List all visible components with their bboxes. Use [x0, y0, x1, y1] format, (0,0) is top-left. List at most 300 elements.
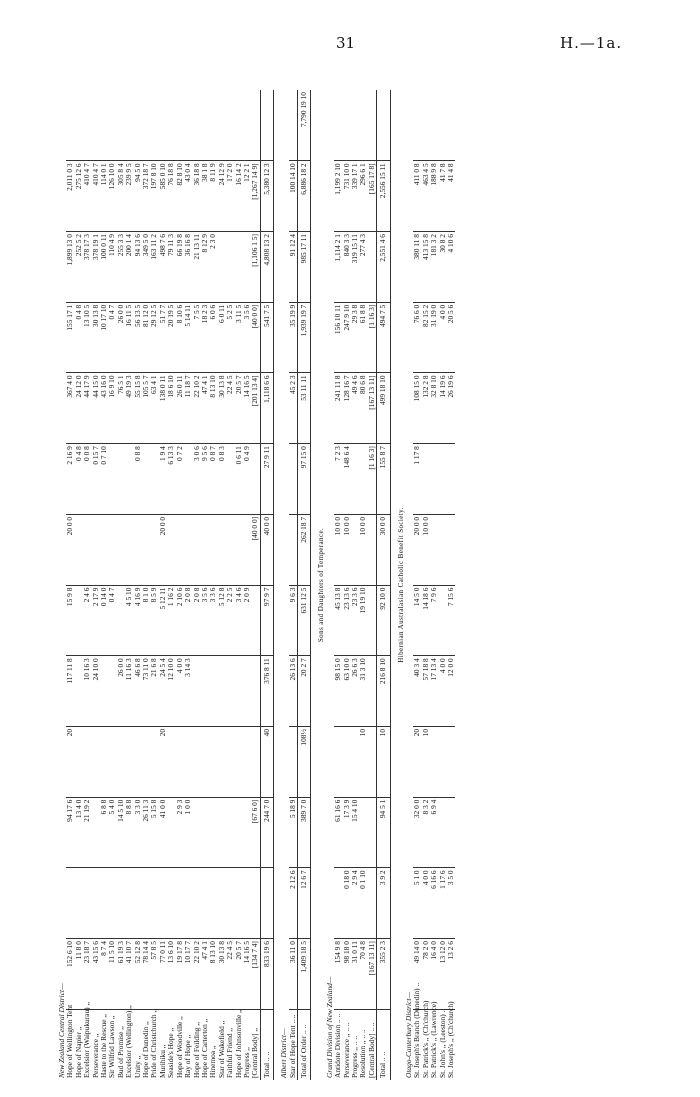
row-cell: 10 [422, 726, 430, 797]
row-cell: 148 6 4 [343, 444, 351, 515]
row-cell: 4,808 13 2 [260, 232, 273, 303]
row-cell: 22 10 2 [193, 373, 201, 444]
row-cell [209, 797, 217, 868]
row-cell [413, 90, 421, 161]
row-cell [218, 656, 226, 727]
row-cell: [67 6 0] [251, 797, 260, 868]
row-cell [75, 868, 83, 939]
row-cell: 319 15 11 [351, 232, 359, 303]
row-cell: 17 2 0 [226, 161, 234, 232]
row-cell: 41 4 8 [447, 161, 455, 232]
row-cell [150, 726, 158, 797]
row-cell: 376 8 11 [260, 656, 273, 727]
row-cell: 56 13 5 [134, 302, 142, 373]
row-cell: 16 14 2 [235, 161, 243, 232]
row-cell [422, 444, 430, 515]
row-label: St. John's ,, (Leeston) .. [437, 1008, 447, 1078]
table-row [289, 90, 298, 1080]
row-cell: 49 14 0 [413, 939, 421, 1010]
row-cell [117, 90, 125, 161]
row-cell: 3 4 6 [235, 585, 243, 656]
row-cell: 339 17 1 [351, 161, 359, 232]
row-cell: 44 15 0 [92, 373, 100, 444]
row-cell: 11 8 0 [75, 939, 83, 1010]
row-cell [193, 797, 201, 868]
row-cell: 52 12 8 [134, 939, 142, 1010]
row-cell [108, 444, 116, 515]
row-cell: 16 11 5 [125, 302, 133, 373]
section-title [317, 90, 325, 1080]
row-label: Haste to the Rescue ,, [99, 1013, 109, 1078]
row-cell: 26 0 0 [117, 656, 125, 727]
row-cell: 11 5 10 [108, 939, 116, 1010]
row-cell: [167 13 11] [368, 373, 377, 444]
row-cell [125, 726, 133, 797]
row-cell: 13 10 5 [83, 302, 91, 373]
row-label: Faithful Friend ,, [225, 1027, 235, 1078]
row-cell: 241 11 8 [334, 373, 342, 444]
row-cell: 8 11 9 [209, 161, 217, 232]
row-cell: 82 8 10 [176, 161, 184, 232]
row-cell: 117 11 8 [66, 656, 74, 727]
row-cell: 2 12 6 [289, 868, 298, 939]
row-cell: 110 4 9 [108, 232, 116, 303]
row-cell [251, 444, 260, 515]
row-cell: 32 0 0 [413, 797, 421, 868]
document-reference: H.—1a. [560, 34, 623, 52]
row-cell: 8 13 10 [209, 373, 217, 444]
row-cell [218, 232, 226, 303]
row-cell: 10 0 0 [422, 514, 430, 585]
row-cell [193, 868, 201, 939]
row-cell: 305 8 4 [117, 161, 125, 232]
row-cell [289, 726, 298, 797]
row-cell [447, 444, 455, 515]
row-cell [108, 514, 116, 585]
row-cell [430, 90, 438, 161]
row-cell [226, 868, 234, 939]
row-cell: 45 2 3 [289, 373, 298, 444]
row-cell: 55 15 8 [134, 373, 142, 444]
row-cell [100, 868, 108, 939]
row-cell [447, 514, 455, 585]
row-cell [343, 90, 351, 161]
row-cell: 16 9 10 [108, 373, 116, 444]
row-cell [193, 656, 201, 727]
row-cell [193, 726, 201, 797]
row-cell: 5 12 11 [159, 585, 167, 656]
row-cell: 3 3 6 [209, 585, 217, 656]
row-cell: 16 4 0 [430, 939, 438, 1010]
row-cell: 5 1 0 [413, 868, 421, 939]
row-cell: 80 6 8 [359, 373, 367, 444]
row-label: Sir Wilfrid Lawson ,, [107, 1015, 117, 1078]
row-cell: 380 11 8 [413, 232, 421, 303]
row-cell: 44 17 9 [83, 373, 91, 444]
row-cell [134, 726, 142, 797]
row-cell [117, 514, 125, 585]
row-cell: 3 5 6 [201, 585, 209, 656]
row-label: Progress ,, [241, 1047, 251, 1078]
row-cell: 36 11 0 [289, 939, 298, 1010]
row-cell: 57 8 5 [150, 939, 158, 1010]
row-cell: 0 14 0 [100, 585, 108, 656]
row-cell: 1 0 0 [184, 797, 192, 868]
row-cell: 31 3 10 [359, 656, 367, 727]
row-cell: 26 0 0 [117, 302, 125, 373]
row-cell: [1,106 1 5] [251, 232, 260, 303]
row-cell: 378 17 3 [83, 232, 91, 303]
row-cell: 73 11 0 [142, 656, 150, 727]
row-cell: 2 10 6 [176, 585, 184, 656]
section-title-text: New Zealand Central District— [57, 983, 66, 1078]
row-cell [226, 90, 234, 161]
row-cell: 24 10 0 [92, 656, 100, 727]
section-title-text: Hibernian Australasian Catholic Benefit Society. [396, 507, 405, 663]
row-cell: [40 0 0] [251, 514, 260, 585]
row-cell: 2 4 6 [83, 585, 91, 656]
row-cell: 9 5 6 [201, 444, 209, 515]
row-cell: 20 5 7 [235, 373, 243, 444]
row-cell: 1 17 8 [413, 444, 421, 515]
row-cell [83, 90, 91, 161]
row-cell: 4 10 6 [447, 232, 455, 303]
row-cell: 51 7 7 [159, 302, 167, 373]
row-cell: 76 18 8 [167, 161, 175, 232]
row-cell: 23 3 6 [351, 585, 359, 656]
row-label: Hope of Carterton ,, [199, 1018, 209, 1078]
row-cell [260, 868, 273, 939]
row-cell: 2 0 8 [184, 585, 192, 656]
row-cell [142, 514, 150, 585]
row-cell: 8 1 0 [142, 585, 150, 656]
row-cell: 40 [260, 726, 273, 797]
row-cell: 41 10 7 [125, 939, 133, 1010]
row-cell: 98 15 0 [334, 656, 342, 727]
row-cell [184, 514, 192, 585]
row-label: Star of Hope Tent .. .. [287, 1014, 297, 1078]
row-cell [235, 797, 243, 868]
row-cell: 2 17 9 [92, 585, 100, 656]
row-cell [447, 726, 455, 797]
row-cell: 0 8 3 [218, 444, 226, 515]
row-cell: 21 13 11 [193, 232, 201, 303]
row-cell [251, 90, 260, 161]
row-cell [334, 90, 342, 161]
row-cell: 731 10 0 [343, 161, 351, 232]
row-cell: 20 [159, 726, 167, 797]
row-cell: 6 8 8 [100, 797, 108, 868]
row-cell [201, 797, 209, 868]
row-cell: 8 8 8 [125, 797, 133, 868]
section-title-text: Sons and Daughters of Temperance. [317, 527, 326, 643]
row-cell [201, 656, 209, 727]
row-cell [218, 90, 226, 161]
row-cell: 17 13 4 [430, 656, 438, 727]
row-cell: 1,939 19 7 [297, 302, 310, 373]
row-cell [75, 90, 83, 161]
row-cell: 378 19 1 [92, 232, 100, 303]
row-cell: 0 4 7 [108, 585, 116, 656]
row-cell [243, 868, 251, 939]
row-cell: 8 13 10 [209, 939, 217, 1010]
row-cell: 355 2 3 [377, 939, 390, 1010]
row-cell: 26 0 11 [176, 373, 184, 444]
row-cell: 10 [377, 726, 390, 797]
row-cell: 12 6 7 [297, 868, 310, 939]
row-cell: 2,556 15 11 [377, 161, 390, 232]
row-cell: 5 14 11 [184, 302, 192, 373]
row-cell [100, 656, 108, 727]
row-label: [Central Body] .. .. [366, 1022, 376, 1078]
row-cell: 12 2 1 [243, 161, 251, 232]
rotated-table-region [58, 90, 622, 1080]
row-cell: 30 13 8 [218, 373, 226, 444]
row-cell: 22 4 5 [226, 373, 234, 444]
row-cell [92, 90, 100, 161]
row-cell: 12 10 0 [167, 656, 175, 727]
row-cell [235, 514, 243, 585]
row-cell: 49 19 3 [125, 373, 133, 444]
row-cell [439, 90, 447, 161]
row-cell: 5 12 8 [218, 585, 226, 656]
row-cell: 14 5 0 [413, 585, 421, 656]
row-cell [343, 726, 351, 797]
row-cell [430, 514, 438, 585]
row-cell: 200 1 4 [125, 232, 133, 303]
row-cell: 36 16 8 [184, 232, 192, 303]
row-cell: 61 8 8 [359, 302, 367, 373]
row-cell: 14 5 10 [117, 797, 125, 868]
row-cell: 494 7 5 [377, 302, 390, 373]
row-cell: 3 3 0 [134, 797, 142, 868]
row-cell [251, 868, 260, 939]
row-cell [167, 90, 175, 161]
row-cell [368, 726, 377, 797]
row-cell [92, 726, 100, 797]
row-cell: 463 4 5 [422, 161, 430, 232]
section-title [397, 90, 405, 1080]
row-cell: 138 0 11 [159, 373, 167, 444]
row-cell [351, 726, 359, 797]
row-cell [209, 726, 217, 797]
row-cell: 20 5 7 [235, 939, 243, 1010]
row-cell: 92 10 0 [377, 585, 390, 656]
table-row [209, 90, 217, 1080]
row-cell: 2 0 9 [243, 585, 251, 656]
row-label: Pride of Christchurch ,, [149, 1008, 159, 1078]
row-cell: 20 5 6 [447, 302, 455, 373]
row-cell [108, 868, 116, 939]
row-cell [209, 656, 217, 727]
row-cell: 41 0 0 [159, 797, 167, 868]
row-cell [150, 868, 158, 939]
row-cell: 97 9 7 [260, 585, 273, 656]
row-cell: 7 2 3 [334, 444, 342, 515]
row-cell: 1 9 4 [159, 444, 167, 515]
row-label: Excelsior (Wellington) ,, [124, 1005, 134, 1078]
row-cell [125, 514, 133, 585]
row-cell: [201 13 4] [251, 373, 260, 444]
row-cell: 20 0 0 [159, 514, 167, 585]
row-cell: 5,380 12 3 [260, 161, 273, 232]
row-cell: [1,267 14 9] [251, 161, 260, 232]
row-cell: 108 15 0 [413, 373, 421, 444]
row-cell [218, 514, 226, 585]
row-cell [117, 868, 125, 939]
row-cell: 20 0 0 [66, 514, 74, 585]
row-cell: 46 6 8 [134, 656, 142, 727]
row-cell: 82 15 2 [422, 302, 430, 373]
row-cell: 1 16 2 [167, 585, 175, 656]
row-cell [218, 726, 226, 797]
row-cell: 4 0 0 [176, 656, 184, 727]
row-cell: 155 17 1 [66, 302, 74, 373]
row-cell: 27 9 11 [260, 444, 273, 515]
row-cell [439, 726, 447, 797]
row-cell: 1,199 2 10 [334, 161, 342, 232]
row-cell: 372 18 7 [142, 161, 150, 232]
row-cell: 1,409 18 5 [297, 939, 310, 1010]
row-cell: 19 19 10 [359, 585, 367, 656]
row-cell [176, 90, 184, 161]
row-cell: 77 0 11 [159, 939, 167, 1010]
row-cell [447, 797, 455, 868]
row-label: Hope of Johnsonville ,, [233, 1009, 243, 1078]
row-cell [447, 90, 455, 161]
row-cell [150, 90, 158, 161]
row-cell: 61 16 6 [334, 797, 342, 868]
row-cell: 30 13 8 [92, 302, 100, 373]
row-cell [243, 656, 251, 727]
row-cell: 21 19 2 [83, 797, 91, 868]
row-label: Total .. .. [260, 1009, 273, 1080]
row-label: Resolution ,, .. .. [358, 1029, 368, 1078]
row-label: Star of Wakefield ,, [216, 1020, 226, 1078]
row-cell [83, 514, 91, 585]
row-label: Antidote Division .. .. [333, 1013, 343, 1078]
row-cell [75, 726, 83, 797]
row-cell: 0 4 8 [75, 302, 83, 373]
row-cell [430, 726, 438, 797]
row-cell: 30 8 2 [439, 232, 447, 303]
row-cell: 38 1 8 [201, 161, 209, 232]
row-label: Perseverance ,, [90, 1033, 100, 1078]
row-cell: 2 9 4 [351, 868, 359, 939]
row-cell: 6,886 18 2 [297, 161, 310, 232]
page-number: 31 [336, 34, 356, 52]
row-label: Hope of Wellington Tent [65, 1004, 75, 1078]
row-cell: 5 2 5 [226, 302, 234, 373]
row-cell [377, 90, 390, 161]
row-cell: 6 13 3 [167, 444, 175, 515]
row-cell: 43 0 4 [184, 161, 192, 232]
row-cell: 13 12 0 [439, 939, 447, 1010]
row-label: Hope of Dunedin ,, [141, 1021, 151, 1078]
row-cell: 10 16 3 [83, 656, 91, 727]
row-cell [235, 232, 243, 303]
row-cell: [167 13 11] [368, 939, 377, 1010]
row-cell: 17 3 9 [343, 797, 351, 868]
row-label: St. Joseph's Branch (Dunedin) .. [412, 982, 422, 1078]
row-cell: 32 8 10 [430, 373, 438, 444]
row-cell: 4 0 0 [422, 868, 430, 939]
row-cell: 6 16 6 [430, 868, 438, 939]
row-cell: 498 7 6 [159, 232, 167, 303]
row-cell: 3 9 2 [377, 868, 390, 939]
row-cell: 26 19 6 [447, 373, 455, 444]
row-cell [289, 90, 298, 161]
row-label: Perseverance ,, .. .. [341, 1022, 351, 1078]
row-cell: 63 10 0 [343, 656, 351, 727]
row-cell: 0 4 7 [108, 302, 116, 373]
row-cell: 43 15 6 [92, 939, 100, 1010]
row-cell: 43 16 0 [100, 373, 108, 444]
row-cell: 20 [413, 726, 421, 797]
row-cell: 181 3 2 [430, 232, 438, 303]
row-label: Unity ,, [132, 1055, 142, 1078]
row-cell: 2 9 3 [176, 797, 184, 868]
row-cell: 15 9 8 [66, 585, 74, 656]
row-cell: 277 4 3 [359, 232, 367, 303]
row-cell: 13 4 0 [75, 797, 83, 868]
total-row [297, 90, 310, 1080]
table-body [58, 90, 455, 1080]
row-cell [235, 656, 243, 727]
row-cell: 20 19 5 [167, 302, 175, 373]
row-cell [226, 797, 234, 868]
row-cell: 154 9 8 [334, 939, 342, 1010]
row-cell [218, 868, 226, 939]
row-cell: 20 [66, 726, 74, 797]
row-label: Hope of Woodville ,, [174, 1016, 184, 1078]
row-cell: 4 0 0 [439, 302, 447, 373]
row-cell: 40 3 4 [413, 656, 421, 727]
row-cell: 24 12 0 [75, 373, 83, 444]
row-cell: 275 12 6 [75, 161, 83, 232]
row-cell [159, 90, 167, 161]
row-cell: 128 16 7 [343, 373, 351, 444]
row-cell: 410 4 7 [83, 161, 91, 232]
row-cell: [1 16 3] [368, 302, 377, 373]
row-cell [184, 868, 192, 939]
row-cell: [40 0 0] [251, 302, 260, 373]
row-cell [368, 868, 377, 939]
row-cell: 631 12 5 [297, 585, 310, 656]
row-label: Hope of Feilding ,, [191, 1021, 201, 1078]
row-cell [422, 90, 430, 161]
row-cell: 6 0 11 [218, 302, 226, 373]
row-cell: 2 2 5 [226, 585, 234, 656]
row-cell [125, 90, 133, 161]
row-cell [226, 656, 234, 727]
row-cell: 8 7 4 [100, 939, 108, 1010]
row-cell: 4 5 10 [125, 585, 133, 656]
row-cell [142, 444, 150, 515]
row-cell [167, 868, 175, 939]
row-cell [134, 868, 142, 939]
row-cell [235, 726, 243, 797]
row-cell: 66 19 8 [176, 232, 184, 303]
row-cell: 70 4 8 [359, 939, 367, 1010]
row-label: Bud of Promise ,, [115, 1026, 125, 1078]
row-cell: 163 11 2 [150, 232, 158, 303]
row-cell: 6 9 4 [430, 797, 438, 868]
row-cell [134, 90, 142, 161]
row-cell: 13 6 10 [167, 939, 175, 1010]
row-cell [251, 726, 260, 797]
row-cell [260, 90, 273, 161]
